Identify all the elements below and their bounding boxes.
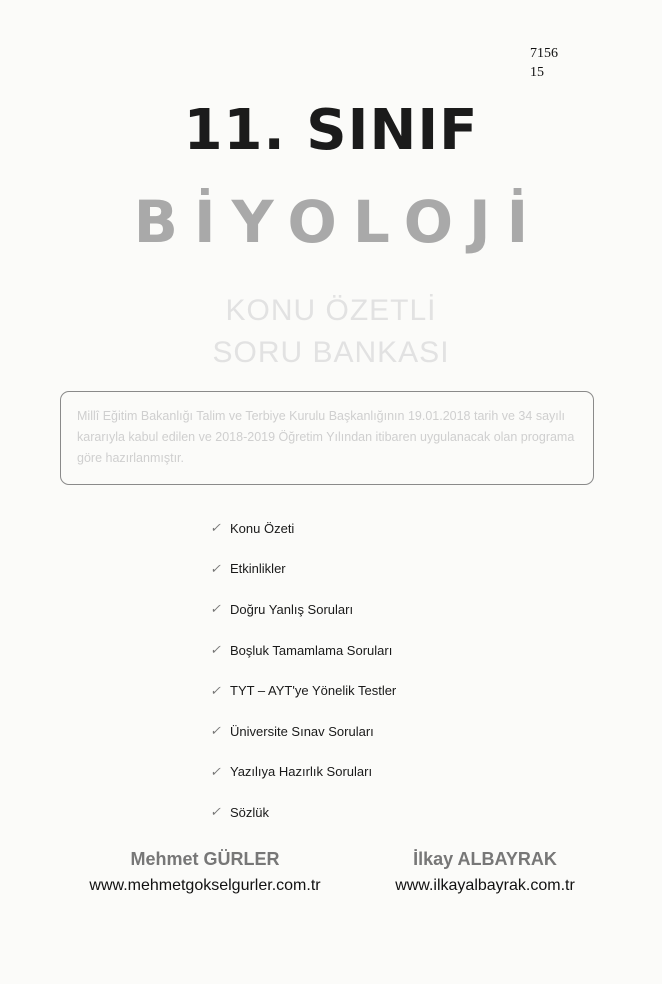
checkmark-icon: ✓: [210, 642, 221, 658]
author-website: www.ilkayalbayrak.com.tr: [395, 877, 575, 894]
grade-title: 11. SINIF: [183, 98, 479, 163]
feature-label: Sözlük: [230, 804, 270, 820]
checkmark-icon: ✓: [210, 723, 221, 739]
feature-label: Etkinlikler: [230, 561, 286, 577]
list-item: [210, 508, 396, 549]
code-line-1: 7156: [530, 46, 558, 61]
checkmark-icon: ✓: [210, 520, 221, 536]
subject-title: BİYOLOJİ: [133, 188, 545, 256]
list-item: [210, 752, 396, 793]
list-item: [210, 630, 396, 671]
feature-label: Boşluk Tamamlama Soruları: [230, 642, 393, 658]
feature-label: TYT – AYT'ye Yönelik Testler: [230, 683, 397, 699]
book-type-line-2: SORU BANKASI: [212, 336, 450, 369]
author-2: [380, 846, 590, 900]
page-code: [530, 44, 558, 82]
checkmark-icon: ✓: [210, 804, 221, 820]
author-1: [74, 846, 336, 900]
author-name: İlkay ALBAYRAK: [413, 849, 557, 869]
checkmark-icon: ✓: [210, 682, 221, 698]
feature-label: Konu Özeti: [230, 520, 295, 536]
feature-label: Üniversite Sınav Soruları: [230, 723, 374, 739]
book-type: [0, 290, 662, 374]
feature-label: Yazılıya Hazırlık Soruları: [230, 764, 373, 780]
checkmark-icon: ✓: [210, 763, 221, 779]
list-item: [210, 549, 396, 590]
curriculum-notice-text: Millî Eğitim Bakanlığı Talim ve Terbiye Kurulu Başkanlığının 19.01.2018 tarih ve 34 sayılı kararıyla kabul edilen ve 2018-2019 Öğretim Yılından itibaren uygulanacak olan programa göre hazırlanmıştır.: [77, 409, 575, 465]
list-item: [210, 589, 396, 630]
checkmark-icon: ✓: [210, 560, 221, 576]
list-item: [210, 670, 396, 711]
curriculum-notice-box: [60, 391, 594, 485]
list-item: [210, 792, 396, 833]
author-website: www.mehmetgokselgurler.com.tr: [89, 877, 321, 894]
code-line-2: 15: [530, 65, 544, 80]
author-name: Mehmet GÜRLER: [130, 849, 280, 869]
feature-label: Doğru Yanlış Soruları: [230, 601, 354, 617]
checkmark-icon: ✓: [210, 601, 221, 617]
list-item: [210, 711, 396, 752]
feature-list: [210, 508, 396, 833]
book-type-line-1: KONU ÖZETLİ: [225, 294, 437, 327]
